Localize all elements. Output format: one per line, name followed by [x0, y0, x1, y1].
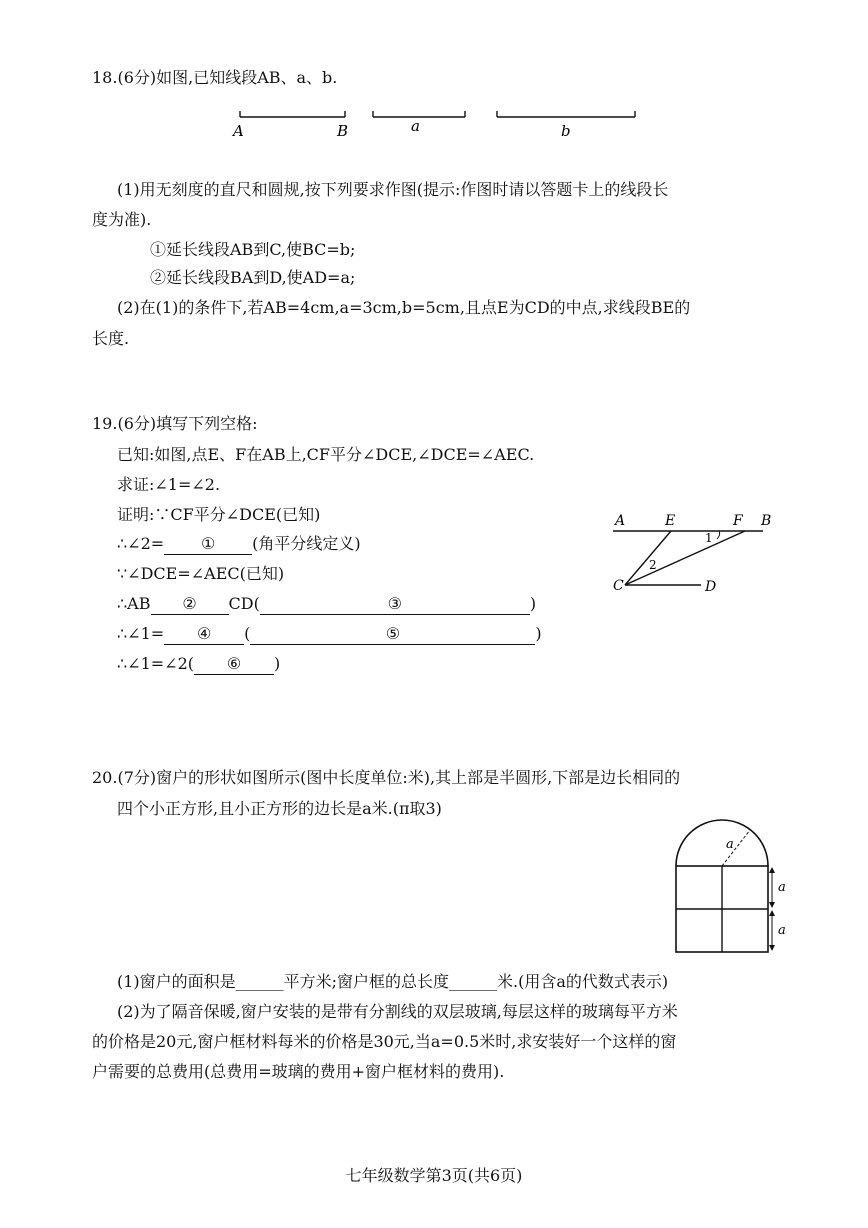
- q18-part1-line1: (1)用无刻度的直尺和圆规,按下列要求作图(提示:作图时请以答题卡上的线段长: [117, 180, 669, 199]
- dimension-arrow-top: [769, 867, 775, 908]
- q18-part1-line2: 度为准).: [92, 210, 152, 229]
- window-arch: [676, 820, 768, 866]
- page-footer: 七年级数学第3页(共6页): [345, 1166, 523, 1185]
- q19-line-1: [117, 532, 361, 556]
- blank-6[interactable]: ⑥: [194, 654, 274, 675]
- q20-part2-line3: 户需要的总费用(总费用=玻璃的费用+窗户框材料的费用).: [92, 1062, 505, 1081]
- q19-l1-post: (角平分线定义): [252, 534, 361, 553]
- label-segment-a: a: [411, 117, 420, 135]
- q18-part2-line2: 长度.: [92, 329, 130, 348]
- blank-5[interactable]: ⑤: [250, 624, 535, 645]
- line-cf: [625, 531, 745, 585]
- q20-part2-line2: 的价格是20元,窗户框材料每米的价格是30元,当a=0.5米时,求安装好一个这样的窗: [92, 1032, 677, 1051]
- label-side-a-bottom: a: [778, 923, 786, 938]
- q19-line-4: [117, 622, 542, 646]
- blank-1[interactable]: ①: [164, 534, 252, 555]
- q19-l3-post: ): [529, 594, 537, 613]
- segment-ab: [240, 111, 345, 117]
- q19-line-5: [117, 652, 280, 676]
- label-radius-a: a: [726, 837, 734, 852]
- q19-l1-pre: ∴∠2=: [117, 534, 165, 553]
- label-c: C: [613, 578, 624, 594]
- q20-line2: 四个小正方形,且小正方形的边长是a米.(π取3): [117, 799, 442, 818]
- label-a-point: A: [233, 122, 244, 140]
- label-angle-1: 1: [705, 531, 713, 545]
- q20-part1: (1)窗户的面积是______平方米;窗户框的总长度______米.(用含a的代数式表示): [117, 972, 669, 991]
- label-e: E: [665, 513, 676, 529]
- q19-geometry-figure: [605, 505, 790, 600]
- label-b: B: [761, 513, 772, 529]
- q18-part2-line1: (2)在(1)的条件下,若AB=4cm,a=3cm,b=5cm,且点E为CD的中点,求线段BE的: [117, 298, 691, 317]
- window-figure: [668, 810, 798, 960]
- label-segment-b: b: [561, 122, 571, 140]
- q19-l5-post: ): [274, 654, 281, 673]
- line-ce: [625, 531, 671, 585]
- label-f: F: [733, 513, 743, 529]
- label-b-point: B: [337, 122, 349, 140]
- q19-l4-mid: (: [244, 624, 251, 643]
- q18-step1: ①延长线段AB到C,使BC=b;: [150, 240, 356, 259]
- q19-l5-pre: ∴∠1=∠2(: [117, 654, 194, 673]
- q18-step2: ②延长线段BA到D,使AD=a;: [150, 268, 356, 287]
- blank-4[interactable]: ④: [164, 624, 244, 645]
- blank-3[interactable]: ③: [260, 594, 530, 615]
- label-a: A: [615, 513, 626, 529]
- q18-segments-figure: [225, 105, 645, 145]
- q19-line-3: [117, 592, 536, 616]
- label-side-a-top: a: [778, 880, 786, 895]
- q19-l4-pre: ∴∠1=: [117, 624, 165, 643]
- q19-prove: 求证:∠1=∠2.: [117, 475, 221, 494]
- label-angle-2: 2: [649, 558, 657, 572]
- angle-1-arc: [717, 531, 720, 539]
- q19-line-2: ∵∠DCE=∠AEC(已知): [117, 564, 285, 583]
- blank-2[interactable]: ②: [151, 594, 229, 615]
- q19-l4-post: ): [535, 624, 542, 643]
- dimension-arrow-bottom: [769, 910, 775, 951]
- q19-given: 已知:如图,点E、F在AB上,CF平分∠DCE,∠DCE=∠AEC.: [117, 445, 535, 464]
- label-d: D: [705, 579, 717, 595]
- q19-header: 19.(6分)填写下列空格:: [92, 414, 258, 433]
- q20-part2-line1: (2)为了隔音保暖,窗户安装的是带有分割线的双层玻璃,每层这样的玻璃每平方米: [117, 1002, 678, 1021]
- segment-b: [497, 111, 635, 117]
- q19-l3-pre: ∴AB: [117, 594, 151, 613]
- q20-line1: 20.(7分)窗户的形状如图所示(图中长度单位:米),其上部是半圆形,下部是边长相同的: [92, 768, 681, 787]
- q19-proof-start: 证明:∵CF平分∠DCE(已知): [117, 505, 321, 524]
- q19-l3-mid: CD(: [228, 594, 260, 613]
- q18-header: 18.(6分)如图,已知线段AB、a、b.: [92, 68, 338, 87]
